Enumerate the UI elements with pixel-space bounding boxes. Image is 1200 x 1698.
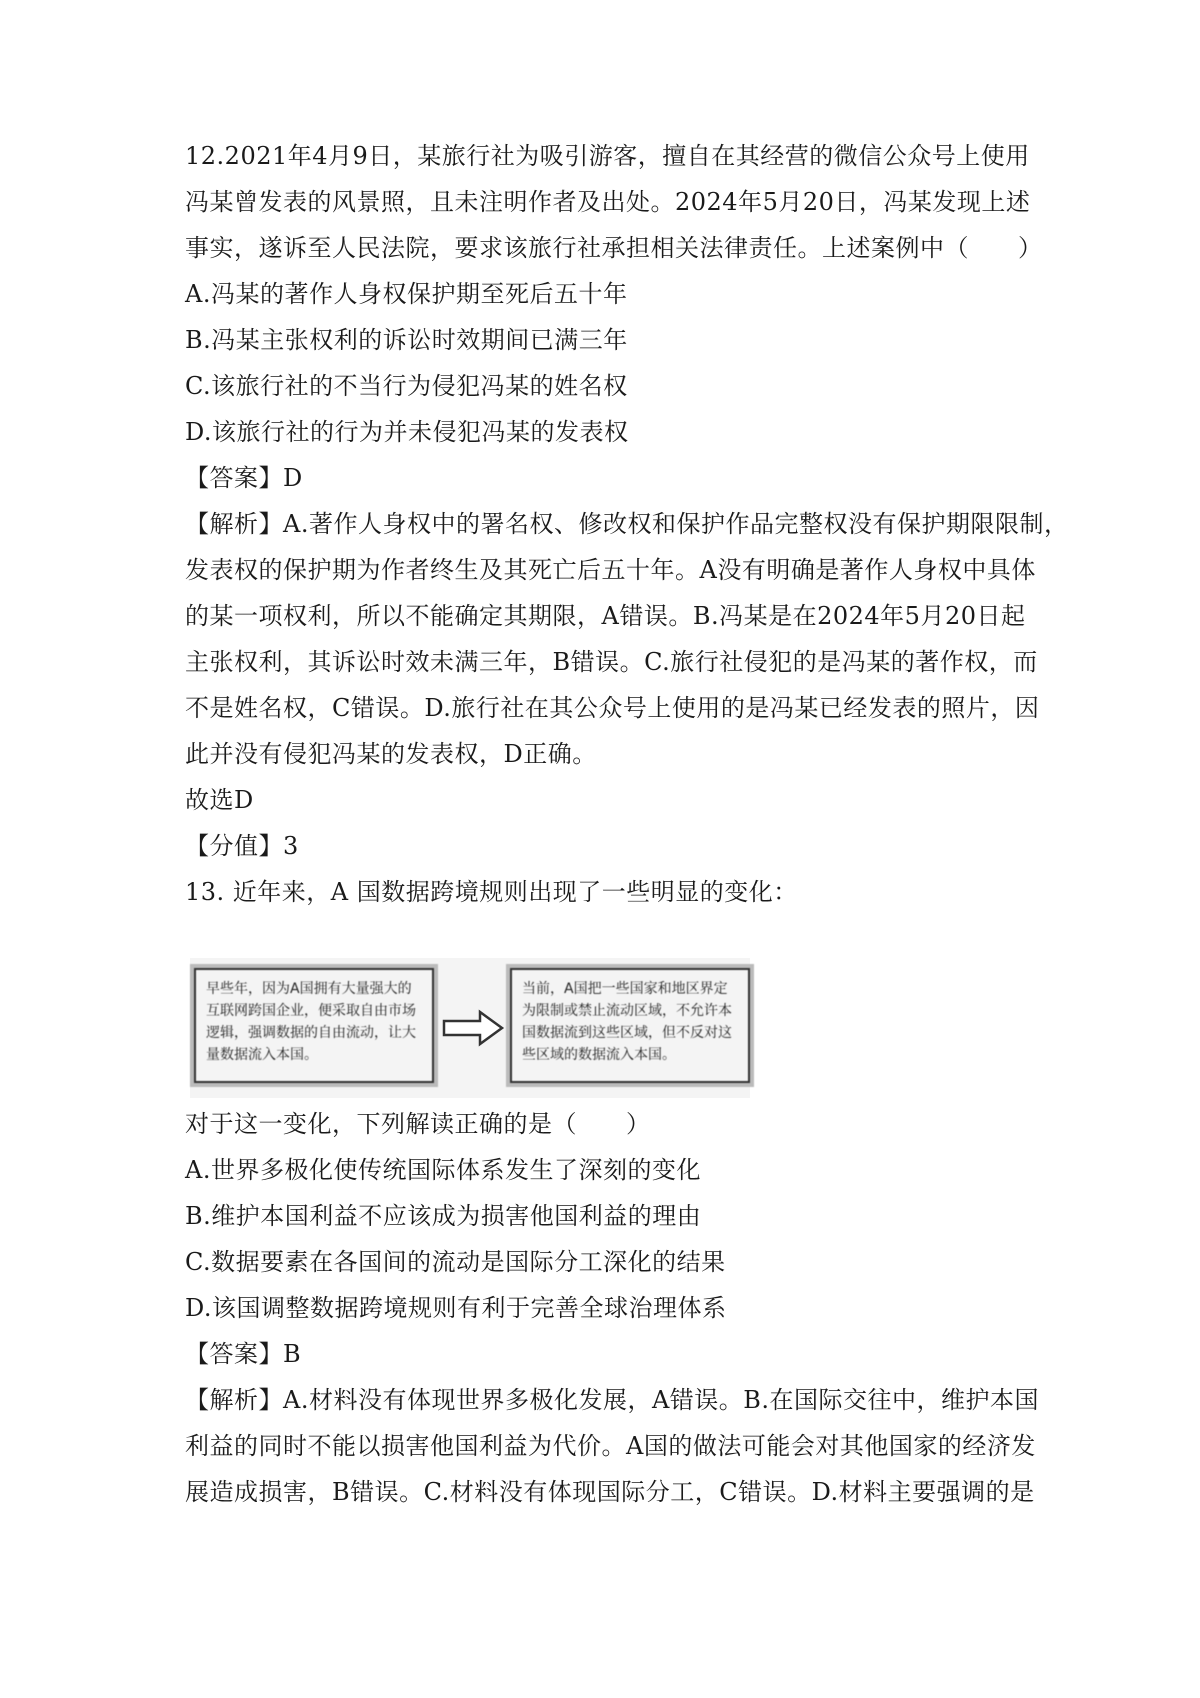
q13-answer: 【答案】B (185, 1340, 302, 1368)
q12-score: 【分值】3 (185, 832, 299, 860)
q13-option-c: C.数据要素在各国间的流动是国际分工深化的结果 (185, 1248, 726, 1276)
q12-option-c: C.该旅行社的不当行为侵犯冯某的姓名权 (185, 372, 628, 400)
q12-analysis-line-2: 发表权的保护期为作者终生及其死亡后五十年。A没有明确是著作人身权中具体 (185, 556, 1036, 584)
q12-analysis-line-3: 的某一项权利，所以不能确定其期限，A错误。B.冯某是在2024年5月20日起 (185, 602, 1026, 630)
q12-stem-line-2: 冯某曾发表的风景照，且未注明作者及出处。2024年5月20日，冯某发现上述 (185, 188, 1031, 216)
q13-option-b: B.维护本国利益不应该成为损害他国利益的理由 (185, 1202, 702, 1230)
diagram-box-after: 当前，A国把一些国家和地区界定为限制或禁止流动区域，不允许本国数据流到这些区域，但不反对这些区域的数据流入本国。 (510, 968, 750, 1083)
q12-analysis-line-5: 不是姓名权，C错误。D.旅行社在其公众号上使用的是冯某已经发表的照片，因 (185, 694, 1040, 722)
q13-analysis-line-3: 展造成损害，B错误。C.材料没有体现国际分工，C错误。D.材料主要强调的是 (185, 1478, 1035, 1506)
q12-stem-line-1: 12.2021年4月9日，某旅行社为吸引游客，擅自在其经营的微信公众号上使用 (185, 142, 1030, 170)
q12-analysis-line-4: 主张权利，其诉讼时效未满三年，B错误。C.旅行社侵犯的是冯某的著作权，而 (185, 648, 1038, 676)
q12-answer: 【答案】D (185, 464, 303, 492)
q12-choice: 故选D (185, 786, 254, 814)
diagram-box-before: 早些年，因为A国拥有大量强大的互联网跨国企业，便采取自由市场逻辑，强调数据的自由流动，让大量数据流入本国。 (194, 968, 434, 1083)
q12-option-d: D.该旅行社的行为并未侵犯冯某的发表权 (185, 418, 629, 446)
q13-option-a: A.世界多极化使传统国际体系发生了深刻的变化 (185, 1156, 701, 1184)
q12-stem-line-3: 事实，遂诉至人民法院，要求该旅行社承担相关法律责任。上述案例中（ ） (185, 234, 1043, 262)
q12-analysis-line-6: 此并没有侵犯冯某的发表权，D正确。 (185, 740, 597, 768)
q13-diagram (190, 958, 750, 1098)
q12-option-b: B.冯某主张权利的诉讼时效期间已满三年 (185, 326, 628, 354)
q13-intro: 13. 近年来，A 国数据跨境规则出现了一些明显的变化： (185, 878, 798, 906)
q12-option-a: A.冯某的著作人身权保护期至死后五十年 (185, 280, 628, 308)
q13-option-d: D.该国调整数据跨境规则有利于完善全球治理体系 (185, 1294, 727, 1322)
q13-analysis-line-2: 利益的同时不能以损害他国利益为代价。A国的做法可能会对其他国家的经济发 (185, 1432, 1036, 1460)
q12-analysis-line-1: 【解析】A.著作人身权中的署名权、修改权和保护作品完整权没有保护期限限制， (185, 510, 1069, 538)
q13-question: 对于这一变化，下列解读正确的是（ ） (185, 1110, 651, 1138)
right-arrow-icon (440, 1008, 506, 1048)
q13-analysis-line-1: 【解析】A.材料没有体现世界多极化发展，A错误。B.在国际交往中，维护本国 (185, 1386, 1040, 1414)
